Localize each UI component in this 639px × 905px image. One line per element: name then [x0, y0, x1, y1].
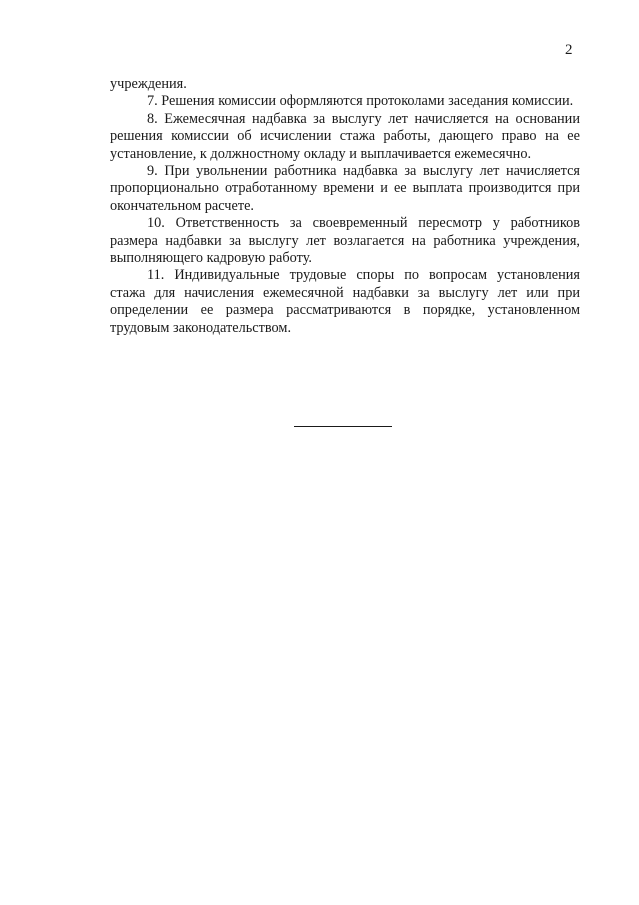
page-number: 2: [565, 42, 573, 58]
document-body: [110, 76, 580, 337]
paragraph-7: 7. Решения комиссии оформляются протоколами заседания комиссии.: [147, 93, 574, 110]
paragraph-8: 8. Ежемесячная надбавка за выслугу лет начисляется на основании решения комиссии об исчислении стажа работы, дающего право на ее установление, к должностному окладу и выплачивается ежемесячно.: [110, 110, 580, 162]
paragraph-11: 11. Индивидуальные трудовые споры по вопросам установления стажа для начисления ежемесячной надбавки за выслугу лет или при определении ее размера рассматриваются в порядке, установленном трудовым законодательством.: [110, 267, 580, 336]
paragraph-continuation: учреждения.: [110, 76, 187, 92]
end-divider-line: [294, 426, 392, 427]
paragraph-9: 9. При увольнении работника надбавка за выслугу лет начисляется пропорционально отработанному времени и ее выплата производится при окончательном расчете.: [110, 163, 580, 214]
paragraph-10: 10. Ответственность за своевременный пересмотр у работников размера надбавки за выслугу лет возлагается на работника учреждения, выполняющего кадровую работу.: [110, 215, 580, 267]
